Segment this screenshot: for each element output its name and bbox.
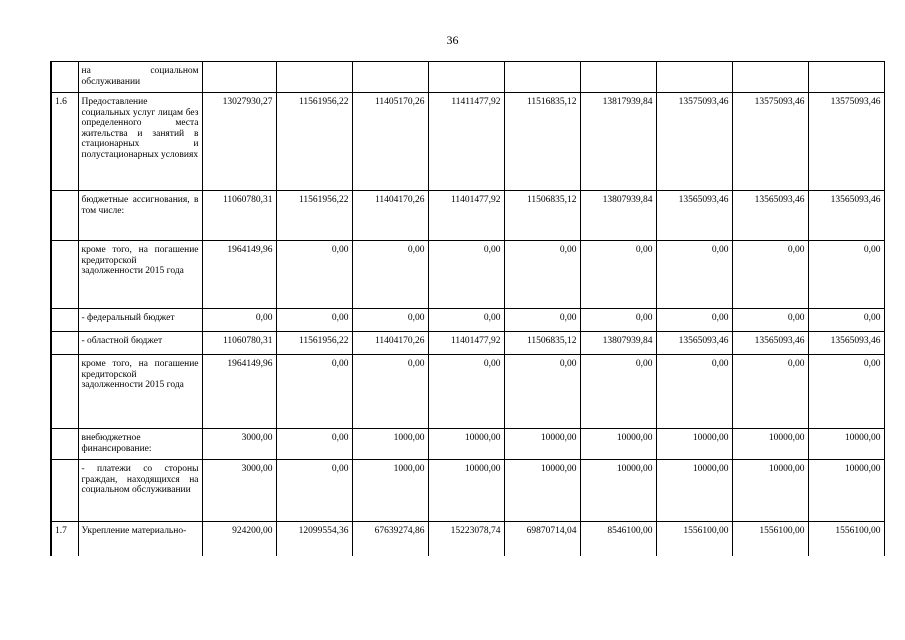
value-cell: 10000,00 [504,460,580,522]
table-row [51,62,884,93]
table-body [51,62,884,556]
value-cell: 10000,00 [732,429,808,460]
row-number-cell [51,241,78,309]
value-cell: 13565093,46 [732,332,808,355]
value-cell: 0,00 [276,460,352,522]
value-cell: 13565093,46 [656,332,732,355]
value-cell: 13565093,46 [732,191,808,241]
row-label-cell: внебюджетное финансирование: [78,429,202,460]
value-cell: 924200,00 [202,522,276,556]
value-cell: 11561956,22 [276,332,352,355]
value-cell: 15223078,74 [428,522,504,556]
row-label-cell: кроме того, на погашение кредиторской задолженности 2015 года [78,241,202,309]
table-row [51,241,884,309]
value-cell: 11561956,22 [276,191,352,241]
value-cell: 11411477,92 [428,93,504,191]
row-label-cell: бюджетные ассигнования, в том числе: [78,191,202,241]
value-cell [580,62,656,93]
value-cell: 0,00 [732,309,808,332]
value-cell: 67639274,86 [352,522,428,556]
value-cell: 3000,00 [202,429,276,460]
value-cell: 13807939,84 [580,191,656,241]
value-cell: 0,00 [276,309,352,332]
value-cell: 13565093,46 [656,191,732,241]
value-cell: 0,00 [808,309,884,332]
value-cell: 10000,00 [580,460,656,522]
value-cell: 10000,00 [504,429,580,460]
value-cell: 0,00 [276,429,352,460]
value-cell: 11405170,26 [352,93,428,191]
value-cell: 1964149,96 [202,355,276,429]
value-cell: 0,00 [276,355,352,429]
value-cell: 11561956,22 [276,93,352,191]
table-row [51,332,884,355]
value-cell: 11506835,12 [504,332,580,355]
value-cell [732,62,808,93]
value-cell [202,62,276,93]
value-cell: 0,00 [352,309,428,332]
row-label-cell: - федеральный бюджет [78,309,202,332]
value-cell: 69870714,04 [504,522,580,556]
row-label-cell: - областной бюджет [78,332,202,355]
value-cell: 0,00 [202,309,276,332]
value-cell: 0,00 [428,309,504,332]
value-cell [808,62,884,93]
value-cell: 0,00 [656,241,732,309]
value-cell: 13575093,46 [732,93,808,191]
value-cell: 0,00 [808,355,884,429]
value-cell: 3000,00 [202,460,276,522]
table-row [51,355,884,429]
value-cell: 0,00 [580,241,656,309]
row-number-cell [51,191,78,241]
row-number-cell [51,460,78,522]
value-cell: 1964149,96 [202,241,276,309]
row-number-cell [51,332,78,355]
table-row [51,522,884,556]
value-cell: 10000,00 [428,460,504,522]
value-cell: 13565093,46 [808,191,884,241]
value-cell [352,62,428,93]
value-cell [276,62,352,93]
table-row [51,460,884,522]
value-cell: 0,00 [656,355,732,429]
row-number-cell: 1.7 [51,522,78,556]
value-cell: 0,00 [504,309,580,332]
row-number-cell [51,355,78,429]
value-cell: 1000,00 [352,429,428,460]
value-cell: 1000,00 [352,460,428,522]
table-row [51,191,884,241]
value-cell: 0,00 [732,241,808,309]
value-cell: 10000,00 [808,429,884,460]
value-cell: 0,00 [580,309,656,332]
value-cell: 11404170,26 [352,332,428,355]
row-label-cell: Предоставление социальных услуг лицам без определенного места жительства и занятий в стационарных и полустационарных условиях [78,93,202,191]
value-cell: 1556100,00 [732,522,808,556]
value-cell: 0,00 [808,241,884,309]
value-cell: 11401477,92 [428,332,504,355]
row-number-cell: 1.6 [51,93,78,191]
value-cell: 0,00 [428,355,504,429]
value-cell: 13575093,46 [656,93,732,191]
row-number-cell [51,309,78,332]
value-cell: 11060780,31 [202,191,276,241]
value-cell: 13027930,27 [202,93,276,191]
row-label-cell: кроме того, на погашение кредиторской задолженности 2015 года [78,355,202,429]
value-cell: 1556100,00 [656,522,732,556]
value-cell: 10000,00 [428,429,504,460]
value-cell: 11404170,26 [352,191,428,241]
value-cell: 13565093,46 [808,332,884,355]
value-cell: 0,00 [276,241,352,309]
value-cell: 8546100,00 [580,522,656,556]
table-row [51,429,884,460]
value-cell: 0,00 [504,241,580,309]
row-label-cell: - платежи со стороны граждан, находящихся на социальном обслуживании [78,460,202,522]
value-cell [656,62,732,93]
row-label-cell: Укрепление материально- [78,522,202,556]
value-cell: 0,00 [428,241,504,309]
table-row [51,309,884,332]
row-label-cell: на социальном обслуживании [78,62,202,93]
value-cell: 13575093,46 [808,93,884,191]
value-cell: 13817939,84 [580,93,656,191]
value-cell: 10000,00 [808,460,884,522]
value-cell: 0,00 [504,355,580,429]
table-row [51,93,884,191]
value-cell: 11401477,92 [428,191,504,241]
value-cell: 11506835,12 [504,191,580,241]
page-number: 36 [446,33,459,47]
value-cell [428,62,504,93]
value-cell [504,62,580,93]
row-number-cell [51,429,78,460]
value-cell: 13807939,84 [580,332,656,355]
value-cell: 0,00 [352,355,428,429]
row-number-cell [51,62,78,93]
value-cell: 10000,00 [656,429,732,460]
budget-table [50,61,885,556]
value-cell: 0,00 [732,355,808,429]
value-cell: 1556100,00 [808,522,884,556]
value-cell: 0,00 [580,355,656,429]
value-cell: 11516835,12 [504,93,580,191]
value-cell: 10000,00 [580,429,656,460]
value-cell: 0,00 [656,309,732,332]
value-cell: 10000,00 [656,460,732,522]
value-cell: 11060780,31 [202,332,276,355]
value-cell: 10000,00 [732,460,808,522]
value-cell: 0,00 [352,241,428,309]
value-cell: 12099554,36 [276,522,352,556]
